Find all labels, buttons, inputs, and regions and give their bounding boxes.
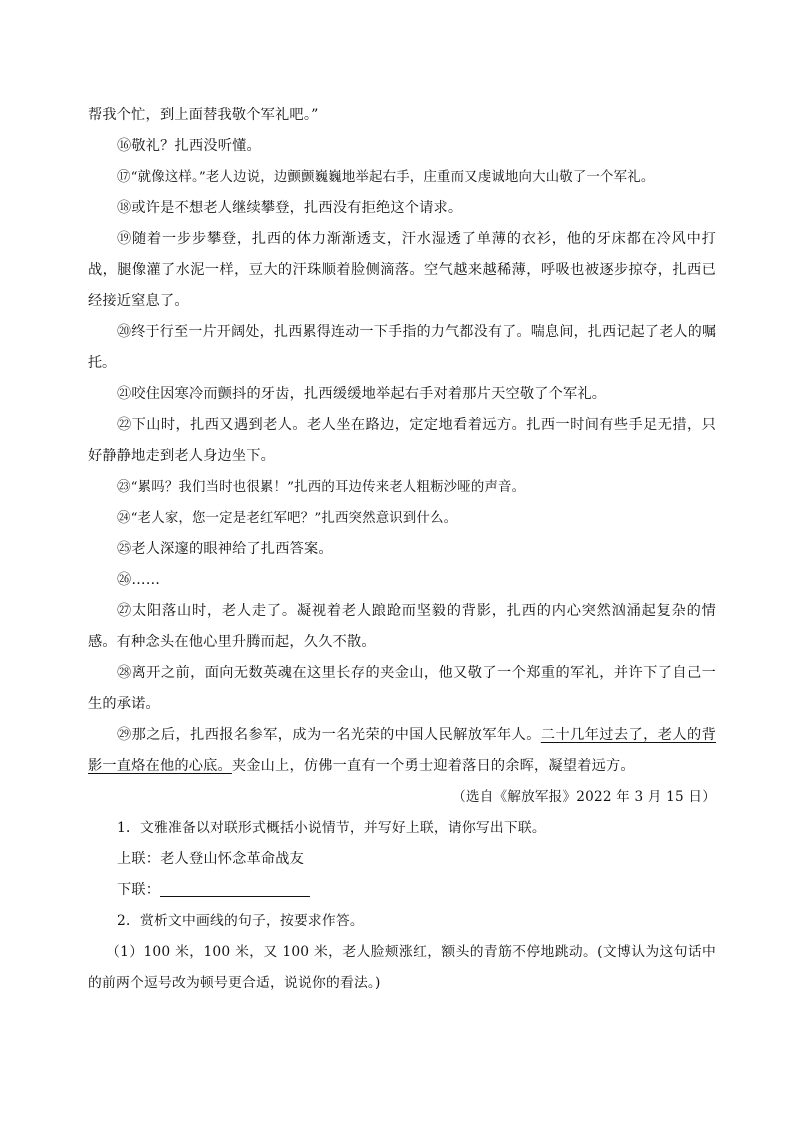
document-body bbox=[88, 100, 716, 999]
paragraph-19: ⑲随着一步步攀登，扎西的体力渐渐透支，汗水湿透了单薄的衣衫，他的牙床都在冷风中打战，腿像灌了水泥一样，豆大的汗珠顺着脸侧滴落。空气越来越稀薄，呼吸也被逐步掠夺，扎西已经接近窒息了。 bbox=[88, 231, 716, 309]
paragraph-21: ㉑咬住因寒冷而颤抖的牙齿，扎西缓缓地举起右手对着那片天空敬了个军礼。 bbox=[117, 386, 607, 402]
paragraph-17: ⑰“就像这样。”老人边说，边颤颤巍巍地举起右手，庄重而又虔诚地向大山敬了一个军礼。 bbox=[117, 170, 655, 185]
article-source: （选自《解放军报》2022 年 3 月 15 日） bbox=[452, 789, 716, 805]
paragraph-20: ⑳终于行至一片开阔处，扎西累得连动一下手指的力气都没有了。喘息间，扎西记起了老人的嘱托。 bbox=[88, 324, 716, 371]
question-1: 1．文雅准备以对联形式概括小说情节，并写好上联，请你写出下联。 bbox=[117, 820, 546, 836]
paragraph-28: ㉘离开之前，面向无数英魂在这里长存的夹金山，他又敬了一个郑重的军礼，并许下了自己一生的承诺。 bbox=[88, 665, 716, 712]
paragraph-29-start: ㉙那之后，扎西报名参军，成为一名光荣的中国人民解放军年人。 bbox=[117, 727, 541, 743]
question-2: 2．赏析文中画线的句子，按要求作答。 bbox=[117, 913, 364, 929]
answer-blank[interactable] bbox=[160, 880, 310, 897]
paragraph-22: ㉒下山时，扎西又遇到老人。老人坐在路边，定定地看着远方。扎西一时间有些手足无措，只好静静地走到老人身边坐下。 bbox=[88, 417, 716, 464]
paragraph-23: ㉓“累吗？我们当时也很累！”扎西的耳边传来老人粗粝沙哑的声音。 bbox=[117, 480, 526, 495]
question-1-lower-couplet bbox=[88, 875, 716, 906]
paragraph-26: ㉖…… bbox=[117, 572, 161, 588]
paragraph-18: ⑱或许是不想老人继续攀登，扎西没有拒绝这个请求。 bbox=[117, 200, 463, 216]
paragraph-15-tail: 帮我个忙，到上面替我敬个军礼吧。” bbox=[88, 107, 319, 123]
underlined-sentence: 二十几年过去了，老人的背影一直烙在他的心底。 bbox=[88, 727, 716, 774]
lower-couplet-label: 下联： bbox=[117, 882, 161, 898]
question-1-upper-couplet: 上联：老人登山怀念革命战友 bbox=[117, 851, 305, 867]
paragraph-24: ㉔“老人家，您一定是老红军吧？”扎西突然意识到什么。 bbox=[117, 511, 458, 526]
paragraph-16: ⑯敬礼？扎西没听懂。 bbox=[117, 138, 261, 154]
paragraph-29 bbox=[88, 720, 716, 782]
paragraph-27: ㉗太阳落山时，老人走了。凝视着老人踉跄而坚毅的背影，扎西的内心突然汹涌起复杂的情感。有种念头在他心里升腾而起，久久不散。 bbox=[88, 603, 716, 650]
paragraph-25: ㉕老人深邃的眼神给了扎西答案。 bbox=[117, 541, 333, 557]
paragraph-29-end: 夹金山上，仿佛一直有一个勇士迎着落日的余晖，凝望着远方。 bbox=[231, 758, 635, 774]
question-2-part-1: （1）100 米，100 米，又 100 米，老人脸颊涨红，额头的青筋不停地跳动。(文博认为这句话中的前两个逗号改为顿号更合适，说说你的看法。) bbox=[88, 944, 716, 991]
